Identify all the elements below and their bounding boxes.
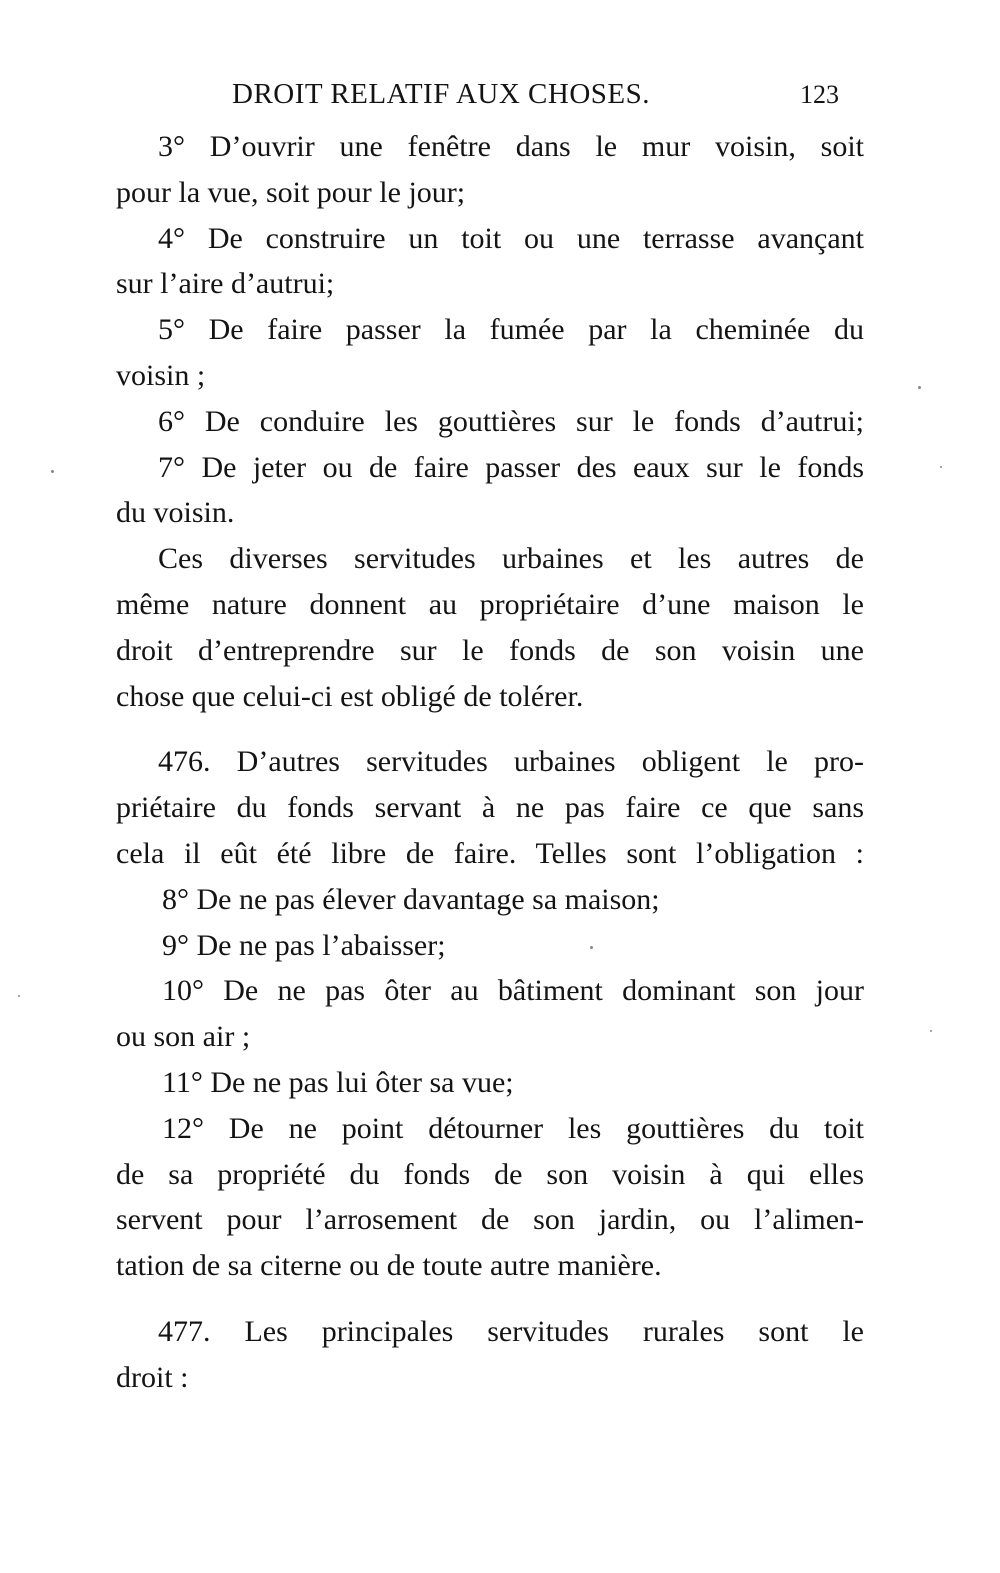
text-line: même nature donnent au propriétaire d’une maison le [116,587,864,621]
paper-speck [51,470,54,473]
text-line: chose que celui-ci est obligé de tolérer. [116,679,584,713]
text-line: 7° De jeter ou de faire passer des eaux sur le fonds [158,450,864,484]
text-line: 10° De ne pas ôter au bâtiment dominant son jour [162,974,864,1008]
text-line: 3° D’ouvrir une fenêtre dans le mur voisin, soit [158,130,864,163]
text-line: droit d’entreprendre sur le fonds de son voisin une [116,633,864,667]
paragraph-gap [116,719,864,739]
text-line: 476. D’autres servitudes urbaines obligent le pro- [158,745,864,779]
text-line: 11° De ne pas lui ôter sa vue; [162,1065,514,1099]
text-line: 12° De ne point détourner les gouttières du toit [162,1111,864,1145]
paper-speck [918,386,921,389]
text-line: de sa propriété du fonds de son voisin à qui elles [116,1157,864,1191]
paragraph-gap [116,1289,864,1309]
text-line: servent pour l’arrosement de son jardin, ou l’alimen- [116,1203,864,1237]
text-line: droit : [116,1360,189,1394]
paper-speck [930,1030,932,1032]
text-line: pour la vue, soit pour le jour; [116,175,466,209]
running-title: DROIT RELATIF AUX CHOSES. [232,78,651,110]
paper-speck [590,946,593,949]
text-line: 477. Les principales servitudes rurales sont le [158,1314,864,1348]
text-line: voisin ; [116,358,206,392]
text-line: Ces diverses servitudes urbaines et les autres de [158,542,864,576]
body-text [116,124,864,1401]
text-line: ou son air ; [116,1020,251,1054]
paper-speck [940,466,942,468]
paper-speck [18,995,20,997]
page-number: 123 [800,80,839,109]
text-line: 4° De construire un toit ou une terrasse avançant [158,221,864,255]
text-line: 5° De faire passer la fumée par la cheminée du [158,313,864,347]
text-line: cela il eût été libre de faire. Telles sont l’obligation : [116,836,864,870]
text-line: tation de sa citerne ou de toute autre manière. [116,1249,662,1283]
text-line: sur l’aire d’autrui; [116,267,335,301]
text-line: 9° De ne pas l’abaisser; [162,928,446,962]
text-line: 6° De conduire les gouttières sur le fonds d’autrui; [158,404,864,438]
text-line: 8° De ne pas élever davantage sa maison; [162,882,660,916]
text-line: priétaire du fonds servant à ne pas faire ce que sans [116,791,864,825]
running-head [0,78,1000,118]
text-line: du voisin. [116,496,235,530]
